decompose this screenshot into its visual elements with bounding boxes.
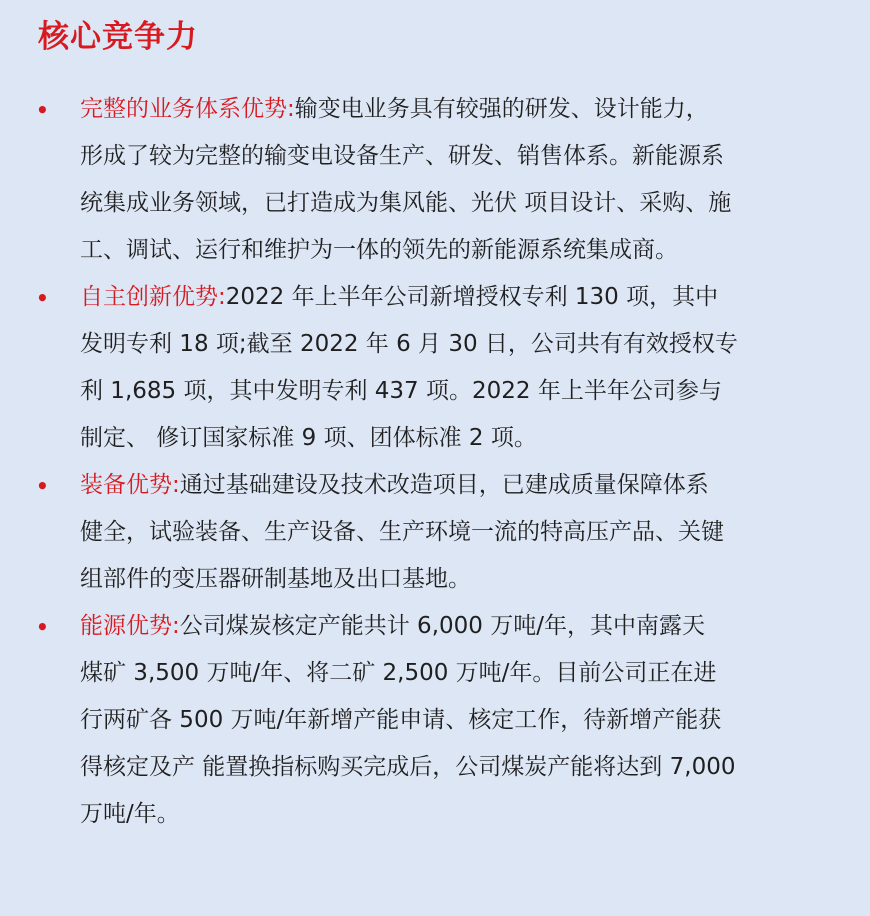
bullet-item-innovation (0, 274, 870, 462)
bullet-line: 煤矿 3,500 万吨/年、将二矿 2,500 万吨/年。目前公司正在进 (80, 660, 717, 686)
bullet-item-equipment (0, 462, 870, 603)
bullet-line: 利 1,685 项，其中发明专利 437 项。2022 年上半年公司参与 (80, 378, 722, 404)
bullet-item-business-system (0, 86, 870, 274)
bullet-text: 公司煤炭核定产能共计 6,000 万吨/年，其中南露天 (179, 613, 705, 639)
bullet-list (0, 86, 870, 838)
bullet-dot-icon: • (36, 98, 49, 122)
bullet-line: 制定、 修订国家标准 9 项、团体标准 2 项。 (80, 425, 537, 451)
bullet-text: 输变电业务具有较强的研发、设计能力， (294, 96, 709, 122)
bullet-line (80, 603, 828, 650)
bullet-line: 健全，试验装备、生产设备、生产环境一流的特高压产品、关键 (80, 519, 724, 545)
bullet-line: 工、调试、运行和维护为一体的领先的新能源系统集成商。 (80, 237, 678, 263)
bullet-line: 行两矿各 500 万吨/年新增产能申请、核定工作，待新增产能获 (80, 707, 722, 733)
page-title: 核心竞争力 (38, 19, 198, 55)
bullet-line (80, 274, 828, 321)
bullet-line: 组部件的变压器研制基地及出口基地。 (80, 566, 471, 592)
bullet-item-energy (0, 603, 870, 838)
bullet-label: 能源优势: (80, 613, 180, 639)
bullet-line: 形成了较为完整的输变电设备生产、研发、销售体系。新能源系 (80, 143, 724, 169)
bullet-dot-icon: • (36, 286, 49, 310)
bullet-line: 发明专利 18 项;截至 2022 年 6 月 30 日，公司共有有效授权专 (80, 331, 738, 357)
bullet-line: 得核定及产 能置换指标购买完成后，公司煤炭产能将达到 7,000 (80, 754, 736, 780)
bullet-label: 自主创新优势: (80, 284, 226, 310)
bullet-line (80, 462, 828, 509)
bullet-label: 完整的业务体系优势: (80, 96, 295, 122)
bullet-dot-icon: • (36, 474, 49, 498)
bullet-line: 统集成业务领域，已打造成为集风能、光伏 项目设计、采购、施 (80, 190, 732, 216)
bullet-line (80, 86, 828, 133)
bullet-text: 通过基础建设及技术改造项目，已建成质量保障体系 (179, 472, 709, 498)
bullet-line: 万吨/年。 (80, 801, 180, 827)
bullet-dot-icon: • (36, 615, 49, 639)
bullet-label: 装备优势: (80, 472, 180, 498)
bullet-text: 2022 年上半年公司新增授权专利 130 项，其中 (225, 284, 719, 310)
